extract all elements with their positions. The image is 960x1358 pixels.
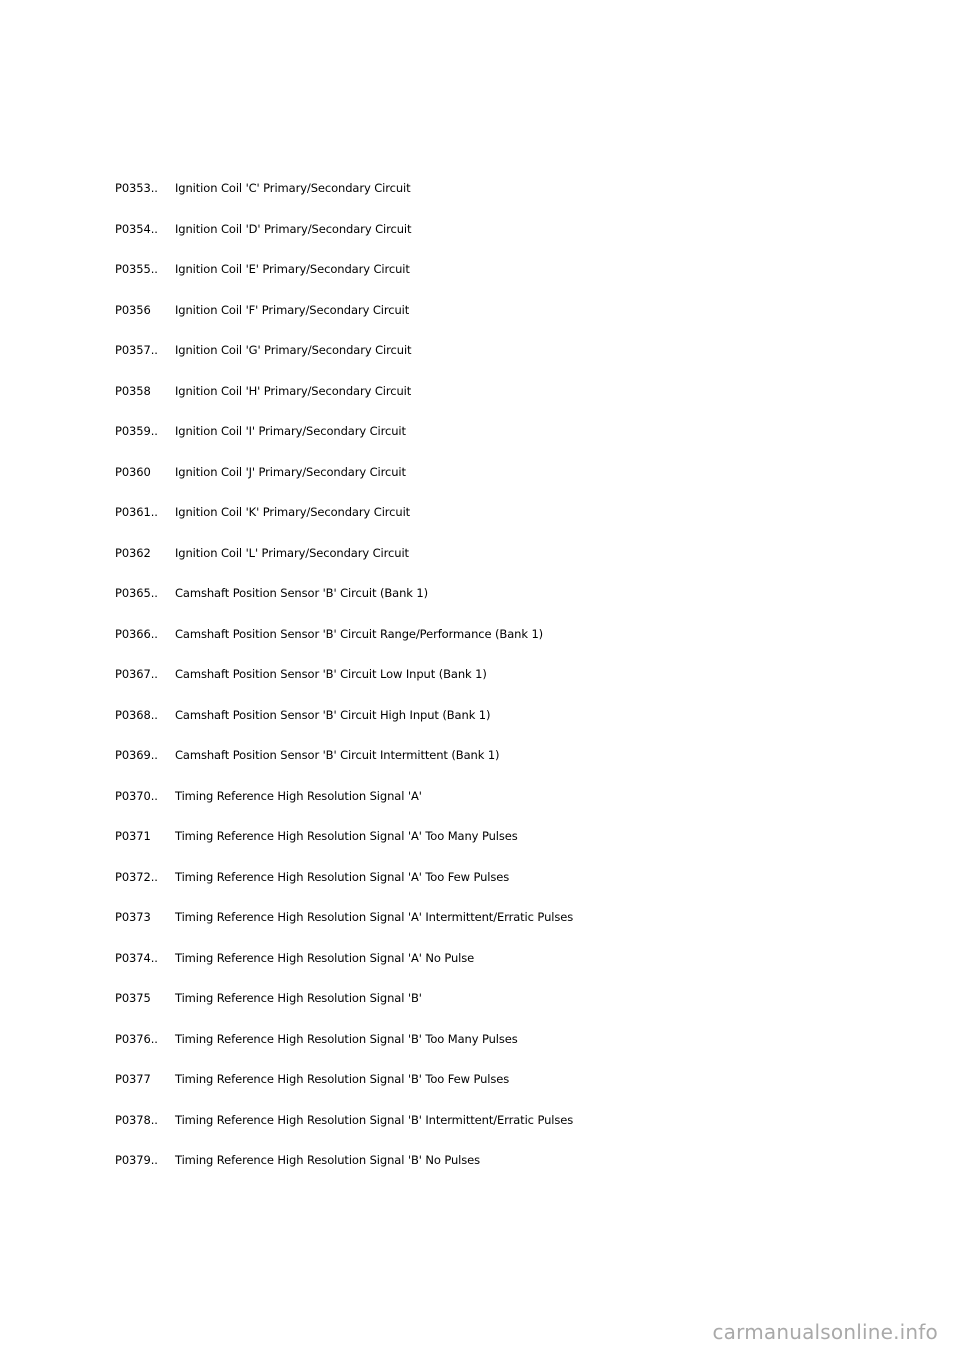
dtc-row-10	[115, 573, 573, 614]
dtc-description: Timing Reference High Resolution Signal 'A' No Pulse	[175, 950, 475, 965]
dtc-code: P0372..	[115, 869, 158, 884]
dtc-code: P0357..	[115, 343, 158, 358]
dtc-row-24	[115, 1140, 573, 1181]
dtc-code: P0377	[115, 1072, 151, 1087]
dtc-description: Ignition Coil 'D' Primary/Secondary Circuit	[175, 221, 412, 236]
dtc-description: Camshaft Position Sensor 'B' Circuit Low Input (Bank 1)	[175, 667, 487, 682]
dtc-description: Ignition Coil 'H' Primary/Secondary Circuit	[175, 383, 412, 398]
dtc-row-17	[115, 857, 573, 898]
dtc-code: P0376..	[115, 1031, 158, 1046]
dtc-code: P0373	[115, 910, 151, 925]
dtc-code: P0355..	[115, 262, 158, 277]
dtc-description: Ignition Coil 'L' Primary/Secondary Circuit	[175, 545, 409, 560]
dtc-code: P0375	[115, 991, 151, 1006]
dtc-row-21	[115, 1019, 573, 1060]
dtc-row-23	[115, 1100, 573, 1141]
dtc-code: P0362	[115, 545, 151, 560]
dtc-row-5	[115, 371, 573, 412]
dtc-description: Ignition Coil 'J' Primary/Secondary Circuit	[175, 464, 406, 479]
dtc-row-6	[115, 411, 573, 452]
dtc-row-22	[115, 1059, 573, 1100]
dtc-code: P0354..	[115, 221, 158, 236]
dtc-row-16	[115, 816, 573, 857]
dtc-description: Ignition Coil 'F' Primary/Secondary Circuit	[175, 302, 410, 317]
dtc-row-13	[115, 695, 573, 736]
dtc-description: Ignition Coil 'E' Primary/Secondary Circuit	[175, 262, 410, 277]
dtc-row-14	[115, 735, 573, 776]
dtc-row-4	[115, 330, 573, 371]
dtc-code: P0367..	[115, 667, 158, 682]
dtc-code: P0353..	[115, 181, 158, 196]
dtc-description: Timing Reference High Resolution Signal 'A' Too Few Pulses	[175, 869, 510, 884]
dtc-description: Camshaft Position Sensor 'B' Circuit High Input (Bank 1)	[175, 707, 491, 722]
dtc-code: P0370..	[115, 788, 158, 803]
dtc-description: Timing Reference High Resolution Signal 'A' Intermittent/Erratic Pulses	[175, 910, 574, 925]
dtc-row-12	[115, 654, 573, 695]
dtc-row-7	[115, 452, 573, 493]
dtc-description: Camshaft Position Sensor 'B' Circuit Range/Performance (Bank 1)	[175, 626, 544, 641]
dtc-row-11	[115, 614, 573, 655]
dtc-row-9	[115, 533, 573, 574]
dtc-description: Timing Reference High Resolution Signal 'B' Too Many Pulses	[175, 1031, 518, 1046]
dtc-code: P0366..	[115, 626, 158, 641]
dtc-description: Timing Reference High Resolution Signal 'B' Too Few Pulses	[175, 1072, 510, 1087]
dtc-description: Timing Reference High Resolution Signal 'B' No Pulses	[175, 1153, 481, 1168]
dtc-code: P0371	[115, 829, 151, 844]
dtc-code: P0365..	[115, 586, 158, 601]
dtc-row-0	[115, 168, 573, 209]
dtc-row-8	[115, 492, 573, 533]
dtc-description: Ignition Coil 'I' Primary/Secondary Circuit	[175, 424, 406, 439]
dtc-row-2	[115, 249, 573, 290]
dtc-row-1	[115, 209, 573, 250]
dtc-code: P0368..	[115, 707, 158, 722]
dtc-row-15	[115, 776, 573, 817]
dtc-row-20	[115, 978, 573, 1019]
dtc-description: Ignition Coil 'K' Primary/Secondary Circuit	[175, 505, 411, 520]
dtc-row-18	[115, 897, 573, 938]
dtc-description: Timing Reference High Resolution Signal 'B'	[175, 991, 422, 1006]
dtc-code: P0358	[115, 383, 151, 398]
dtc-code-list	[115, 168, 573, 1181]
site-watermark: carmanualsonline.info	[712, 1320, 938, 1344]
dtc-code: P0356	[115, 302, 151, 317]
dtc-code: P0374..	[115, 950, 158, 965]
dtc-description: Timing Reference High Resolution Signal 'B' Intermittent/Erratic Pulses	[175, 1112, 574, 1127]
dtc-code: P0378..	[115, 1112, 158, 1127]
dtc-row-3	[115, 290, 573, 331]
dtc-code: P0369..	[115, 748, 158, 763]
dtc-description: Ignition Coil 'C' Primary/Secondary Circuit	[175, 181, 411, 196]
dtc-description: Camshaft Position Sensor 'B' Circuit (Bank 1)	[175, 586, 428, 601]
dtc-code: P0379..	[115, 1153, 158, 1168]
dtc-description: Ignition Coil 'G' Primary/Secondary Circuit	[175, 343, 412, 358]
dtc-description: Camshaft Position Sensor 'B' Circuit Intermittent (Bank 1)	[175, 748, 500, 763]
dtc-code: P0359..	[115, 424, 158, 439]
dtc-code: P0361..	[115, 505, 158, 520]
dtc-code: P0360	[115, 464, 151, 479]
dtc-row-19	[115, 938, 573, 979]
dtc-description: Timing Reference High Resolution Signal 'A' Too Many Pulses	[175, 829, 518, 844]
dtc-description: Timing Reference High Resolution Signal 'A'	[175, 788, 422, 803]
